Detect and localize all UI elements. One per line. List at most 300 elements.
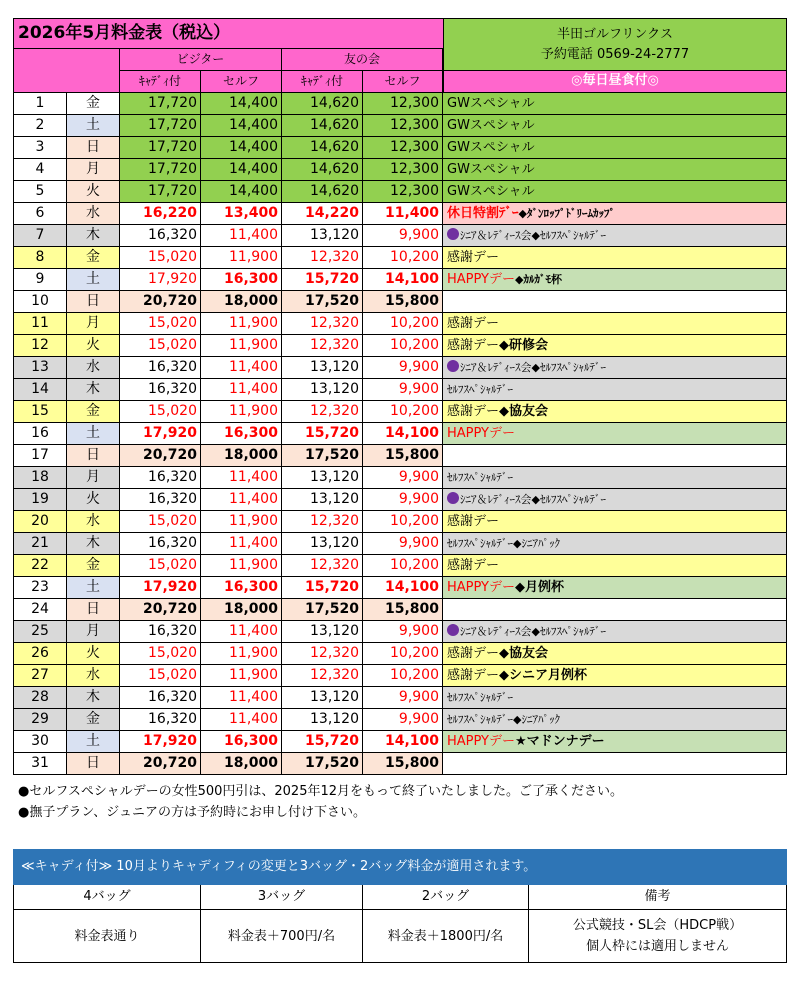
event-label: ｼﾆｱ＆ﾚﾃﾞｨｰｽ会◆ｾﾙﾌｽﾍﾟｼｬﾙﾃﾞｰ <box>460 229 606 242</box>
table-row <box>13 731 787 753</box>
purple-dot-icon <box>447 228 459 240</box>
visitor-self-price: 11,900 <box>201 665 282 687</box>
visitor-self-price: 11,400 <box>201 225 282 247</box>
event-cell <box>443 687 787 709</box>
table-row <box>13 269 787 291</box>
member-caddie-header: ｷｬﾃﾞｨ付 <box>282 71 363 93</box>
weekday-cell: 金 <box>67 401 120 423</box>
member-self-price: 10,200 <box>363 511 443 533</box>
table-row <box>13 335 787 357</box>
weekday-cell: 火 <box>67 489 120 511</box>
member-caddie-price: 13,120 <box>282 467 363 489</box>
event-cell <box>443 753 787 775</box>
event-label: 感謝デー <box>447 404 500 419</box>
table-row <box>13 313 787 335</box>
member-caddie-price: 13,120 <box>282 533 363 555</box>
member-caddie-price: 12,320 <box>282 313 363 335</box>
visitor-caddie-price: 16,220 <box>120 203 201 225</box>
event-cell <box>443 489 787 511</box>
event-cell <box>443 203 787 225</box>
member-self-price: 9,900 <box>363 621 443 643</box>
member-self-price: 10,200 <box>363 247 443 269</box>
day-cell: 19 <box>13 489 67 511</box>
visitor-self-price: 11,900 <box>201 247 282 269</box>
member-caddie-price: 17,520 <box>282 291 363 313</box>
visitor-self-price: 13,400 <box>201 203 282 225</box>
event-cell <box>443 643 787 665</box>
header-4bag: 4バッグ <box>14 885 201 910</box>
table-row <box>13 291 787 313</box>
visitor-caddie-price: 20,720 <box>120 291 201 313</box>
table-row <box>13 137 787 159</box>
member-caddie-price: 13,120 <box>282 709 363 731</box>
day-cell: 14 <box>13 379 67 401</box>
event-cell <box>443 577 787 599</box>
visitor-caddie-price: 15,020 <box>120 335 201 357</box>
event-detail: ◆ﾀﾞﾝﾛｯﾌﾟﾄﾞﾘｰﾑｶｯﾌﾟ <box>518 207 615 220</box>
visitor-self-price: 11,400 <box>201 621 282 643</box>
price-table <box>13 93 787 775</box>
visitor-caddie-price: 17,720 <box>120 115 201 137</box>
visitor-caddie-price: 16,320 <box>120 621 201 643</box>
member-self-price: 9,900 <box>363 533 443 555</box>
member-self-price: 10,200 <box>363 335 443 357</box>
day-cell: 16 <box>13 423 67 445</box>
day-cell: 30 <box>13 731 67 753</box>
weekday-cell: 日 <box>67 137 120 159</box>
event-label: ｾﾙﾌｽﾍﾟｼｬﾙﾃﾞｰ <box>447 383 513 396</box>
event-label: 感謝デー <box>447 250 500 265</box>
day-cell: 29 <box>13 709 67 731</box>
weekday-cell: 水 <box>67 665 120 687</box>
visitor-self-price: 11,400 <box>201 709 282 731</box>
visitor-caddie-price: 17,720 <box>120 137 201 159</box>
event-label: 感謝デー <box>447 316 500 331</box>
purple-dot-icon <box>447 624 459 636</box>
event-cell <box>443 731 787 753</box>
table-row <box>13 555 787 577</box>
event-cell <box>443 93 787 115</box>
weekday-cell: 金 <box>67 247 120 269</box>
visitor-caddie-price: 16,320 <box>120 467 201 489</box>
event-label: GWスペシャル <box>447 140 535 155</box>
visitor-self-price: 16,300 <box>201 577 282 599</box>
event-detail: ◆協友会 <box>499 404 549 419</box>
weekday-cell: 土 <box>67 577 120 599</box>
member-self-price: 10,200 <box>363 313 443 335</box>
event-detail: ★マドンナデー <box>515 734 605 749</box>
weekday-cell: 木 <box>67 379 120 401</box>
event-cell <box>443 313 787 335</box>
visitor-self-price: 11,900 <box>201 335 282 357</box>
value-4bag: 料金表通り <box>14 910 201 962</box>
visitor-self-price: 11,400 <box>201 379 282 401</box>
visitor-self-price: 11,400 <box>201 489 282 511</box>
event-label: HAPPYデー <box>447 734 516 749</box>
event-label: 感謝デー <box>447 646 500 661</box>
visitor-caddie-price: 15,020 <box>120 665 201 687</box>
member-self-price: 9,900 <box>363 489 443 511</box>
member-group-header: 友の会 <box>282 49 443 71</box>
member-self-price: 10,200 <box>363 665 443 687</box>
event-label: GWスペシャル <box>447 118 535 133</box>
day-cell: 5 <box>13 181 67 203</box>
member-self-price: 9,900 <box>363 225 443 247</box>
table-row <box>13 181 787 203</box>
visitor-self-price: 11,900 <box>201 555 282 577</box>
member-caddie-price: 12,320 <box>282 511 363 533</box>
day-cell: 22 <box>13 555 67 577</box>
event-detail: ◆月例杯 <box>515 580 565 595</box>
event-cell <box>443 225 787 247</box>
visitor-group-header: ビジター <box>120 49 282 71</box>
member-self-price: 14,100 <box>363 731 443 753</box>
weekday-cell: 日 <box>67 445 120 467</box>
weekday-cell: 土 <box>67 423 120 445</box>
day-cell: 15 <box>13 401 67 423</box>
visitor-self-price: 11,900 <box>201 401 282 423</box>
event-cell <box>443 555 787 577</box>
bag-table-header-row <box>14 885 786 910</box>
visitor-caddie-price: 17,720 <box>120 159 201 181</box>
weekday-cell: 木 <box>67 533 120 555</box>
member-self-price: 9,900 <box>363 379 443 401</box>
table-row <box>13 511 787 533</box>
weekday-cell: 木 <box>67 687 120 709</box>
event-detail: ◆ｶﾙｶﾞﾓ杯 <box>515 273 562 286</box>
event-cell <box>443 599 787 621</box>
member-self-price: 11,400 <box>363 203 443 225</box>
visitor-caddie-price: 17,920 <box>120 269 201 291</box>
member-caddie-price: 15,720 <box>282 577 363 599</box>
event-cell <box>443 269 787 291</box>
visitor-self-price: 11,400 <box>201 357 282 379</box>
event-cell <box>443 401 787 423</box>
visitor-self-price: 11,400 <box>201 467 282 489</box>
member-self-price: 10,200 <box>363 401 443 423</box>
event-detail: ◆協友会 <box>499 646 549 661</box>
day-cell: 10 <box>13 291 67 313</box>
weekday-cell: 日 <box>67 291 120 313</box>
visitor-caddie-price: 16,320 <box>120 357 201 379</box>
weekday-cell: 土 <box>67 115 120 137</box>
weekday-cell: 土 <box>67 269 120 291</box>
visitor-caddie-price: 15,020 <box>120 555 201 577</box>
table-row <box>13 753 787 775</box>
event-label: ｼﾆｱ＆ﾚﾃﾞｨｰｽ会◆ｾﾙﾌｽﾍﾟｼｬﾙﾃﾞｰ <box>460 493 606 506</box>
day-cell: 23 <box>13 577 67 599</box>
day-cell: 2 <box>13 115 67 137</box>
weekday-cell: 金 <box>67 93 120 115</box>
member-self-price: 15,800 <box>363 291 443 313</box>
day-cell: 8 <box>13 247 67 269</box>
event-label: GWスペシャル <box>447 162 535 177</box>
member-caddie-price: 12,320 <box>282 555 363 577</box>
visitor-caddie-price: 17,720 <box>120 181 201 203</box>
club-name: 半田ゴルフリンクス <box>556 27 674 42</box>
day-cell: 27 <box>13 665 67 687</box>
event-cell <box>443 445 787 467</box>
event-cell <box>443 533 787 555</box>
member-self-price: 14,100 <box>363 577 443 599</box>
event-label: ｼﾆｱ＆ﾚﾃﾞｨｰｽ会◆ｾﾙﾌｽﾍﾟｼｬﾙﾃﾞｰ <box>460 625 606 638</box>
member-caddie-price: 12,320 <box>282 401 363 423</box>
member-self-price: 14,100 <box>363 423 443 445</box>
day-cell: 17 <box>13 445 67 467</box>
weekday-cell: 日 <box>67 753 120 775</box>
table-row <box>13 687 787 709</box>
visitor-caddie-price: 17,920 <box>120 423 201 445</box>
member-caddie-price: 13,120 <box>282 225 363 247</box>
member-self-price: 12,300 <box>363 115 443 137</box>
weekday-cell: 火 <box>67 643 120 665</box>
event-cell <box>443 709 787 731</box>
member-self-price: 14,100 <box>363 269 443 291</box>
event-label: GWスペシャル <box>447 96 535 111</box>
member-caddie-price: 12,320 <box>282 643 363 665</box>
table-row <box>13 533 787 555</box>
day-cell: 4 <box>13 159 67 181</box>
member-self-price: 9,900 <box>363 687 443 709</box>
weekday-cell: 土 <box>67 731 120 753</box>
event-cell <box>443 511 787 533</box>
event-cell <box>443 379 787 401</box>
table-row <box>13 621 787 643</box>
visitor-self-price: 16,300 <box>201 731 282 753</box>
bag-table-body-row <box>14 910 786 962</box>
note-2: ●撫子プラン、ジュニアの方は予約時にお申し付け下さい。 <box>18 805 367 820</box>
visitor-self-price: 11,900 <box>201 511 282 533</box>
member-caddie-price: 13,120 <box>282 489 363 511</box>
member-self-price: 12,300 <box>363 159 443 181</box>
day-cell: 28 <box>13 687 67 709</box>
table-row <box>13 357 787 379</box>
weekday-cell: 木 <box>67 225 120 247</box>
visitor-caddie-price: 15,020 <box>120 401 201 423</box>
visitor-caddie-price: 17,920 <box>120 731 201 753</box>
weekday-cell: 月 <box>67 621 120 643</box>
event-label: ｼﾆｱ＆ﾚﾃﾞｨｰｽ会◆ｾﾙﾌｽﾍﾟｼｬﾙﾃﾞｰ <box>460 361 606 374</box>
visitor-caddie-price: 16,320 <box>120 709 201 731</box>
day-cell: 25 <box>13 621 67 643</box>
day-cell: 1 <box>13 93 67 115</box>
day-cell: 12 <box>13 335 67 357</box>
member-caddie-price: 17,520 <box>282 753 363 775</box>
event-label: 感謝デー <box>447 514 500 529</box>
event-label: HAPPYデー <box>447 580 516 595</box>
event-cell <box>443 357 787 379</box>
event-cell <box>443 291 787 313</box>
event-cell <box>443 423 787 445</box>
visitor-caddie-price: 15,020 <box>120 313 201 335</box>
table-row <box>13 159 787 181</box>
table-row <box>13 115 787 137</box>
member-self-price: 12,300 <box>363 181 443 203</box>
member-self-price: 12,300 <box>363 137 443 159</box>
header-remarks: 備考 <box>529 885 786 910</box>
table-row <box>13 423 787 445</box>
event-label: ｾﾙﾌｽﾍﾟｼｬﾙﾃﾞｰ <box>447 471 513 484</box>
event-label: HAPPYデー <box>447 426 516 441</box>
member-caddie-price: 13,120 <box>282 357 363 379</box>
day-cell: 20 <box>13 511 67 533</box>
day-cell: 18 <box>13 467 67 489</box>
table-row <box>13 665 787 687</box>
visitor-caddie-price: 20,720 <box>120 599 201 621</box>
member-self-price: 15,800 <box>363 599 443 621</box>
event-detail: ◆研修会 <box>499 338 549 353</box>
day-cell: 26 <box>13 643 67 665</box>
member-caddie-price: 13,120 <box>282 379 363 401</box>
visitor-caddie-price: 16,320 <box>120 533 201 555</box>
member-caddie-price: 13,120 <box>282 621 363 643</box>
day-cell: 31 <box>13 753 67 775</box>
table-row <box>13 489 787 511</box>
visitor-self-price: 11,900 <box>201 643 282 665</box>
day-cell: 9 <box>13 269 67 291</box>
table-row <box>13 643 787 665</box>
visitor-self-price: 11,400 <box>201 533 282 555</box>
member-caddie-price: 15,720 <box>282 269 363 291</box>
event-cell <box>443 665 787 687</box>
member-caddie-price: 14,620 <box>282 159 363 181</box>
table-row <box>13 467 787 489</box>
visitor-self-header: セルフ <box>201 71 282 93</box>
visitor-caddie-price: 15,020 <box>120 643 201 665</box>
club-phone: 予約電話 0569-24-2777 <box>540 47 690 62</box>
header-blank-cell <box>13 49 120 93</box>
member-caddie-price: 12,320 <box>282 335 363 357</box>
member-self-price: 12,300 <box>363 93 443 115</box>
day-cell: 3 <box>13 137 67 159</box>
value-2bag: 料金表＋1800円/名 <box>363 910 529 962</box>
weekday-cell: 火 <box>67 335 120 357</box>
table-row <box>13 577 787 599</box>
visitor-self-price: 11,900 <box>201 313 282 335</box>
bag-fee-table <box>13 885 787 963</box>
member-caddie-price: 14,620 <box>282 115 363 137</box>
weekday-cell: 金 <box>67 555 120 577</box>
day-cell: 21 <box>13 533 67 555</box>
event-label: ｾﾙﾌｽﾍﾟｼｬﾙﾃﾞｰ◆ｼﾆｱﾊﾟｯｸ <box>447 713 560 726</box>
visitor-caddie-price: 20,720 <box>120 753 201 775</box>
event-cell <box>443 159 787 181</box>
weekday-cell: 水 <box>67 203 120 225</box>
member-caddie-price: 13,120 <box>282 687 363 709</box>
day-cell: 24 <box>13 599 67 621</box>
table-row <box>13 247 787 269</box>
event-cell <box>443 115 787 137</box>
event-label: GWスペシャル <box>447 184 535 199</box>
visitor-caddie-price: 20,720 <box>120 445 201 467</box>
visitor-caddie-price: 16,320 <box>120 489 201 511</box>
table-row <box>13 379 787 401</box>
member-caddie-price: 17,520 <box>282 445 363 467</box>
visitor-self-price: 16,300 <box>201 269 282 291</box>
member-self-price: 10,200 <box>363 555 443 577</box>
event-cell <box>443 621 787 643</box>
weekday-cell: 月 <box>67 467 120 489</box>
day-cell: 6 <box>13 203 67 225</box>
weekday-cell: 水 <box>67 357 120 379</box>
member-self-price: 15,800 <box>363 753 443 775</box>
event-label: ｾﾙﾌｽﾍﾟｼｬﾙﾃﾞｰ <box>447 691 513 704</box>
header-2bag: 2バッグ <box>363 885 529 910</box>
table-row <box>13 203 787 225</box>
member-caddie-price: 17,520 <box>282 599 363 621</box>
event-label: 休日特割ﾃﾞｰ <box>447 206 519 221</box>
member-self-price: 9,900 <box>363 357 443 379</box>
member-self-price: 9,900 <box>363 467 443 489</box>
event-label: HAPPYデー <box>447 272 516 287</box>
table-row <box>13 445 787 467</box>
lunch-banner: ◎毎日昼食付◎ <box>443 71 787 93</box>
day-cell: 7 <box>13 225 67 247</box>
event-cell <box>443 181 787 203</box>
weekday-cell: 火 <box>67 181 120 203</box>
purple-dot-icon <box>447 492 459 504</box>
header-3bag: 3バッグ <box>201 885 363 910</box>
table-row <box>13 709 787 731</box>
visitor-caddie-price: 15,020 <box>120 511 201 533</box>
table-row <box>13 225 787 247</box>
visitor-caddie-price: 16,320 <box>120 687 201 709</box>
event-cell <box>443 137 787 159</box>
member-caddie-price: 12,320 <box>282 247 363 269</box>
visitor-self-price: 14,400 <box>201 137 282 159</box>
weekday-cell: 金 <box>67 709 120 731</box>
visitor-self-price: 18,000 <box>201 445 282 467</box>
member-caddie-price: 14,220 <box>282 203 363 225</box>
member-self-price: 10,200 <box>363 643 443 665</box>
weekday-cell: 月 <box>67 159 120 181</box>
event-label: 感謝デー <box>447 338 500 353</box>
value-3bag: 料金表＋700円/名 <box>201 910 363 962</box>
caddie-notice-bar: ≪キャディ付≫ 10月よりキャディフィの変更と3バッグ・2バッグ料金が適用されます。 <box>13 849 787 885</box>
page-title: 2026年5月料金表（税込） <box>13 18 443 49</box>
visitor-caddie-price: 17,720 <box>120 93 201 115</box>
table-row <box>13 599 787 621</box>
event-detail: ◆シニア月例杯 <box>499 668 588 683</box>
event-label: 感謝デー <box>447 668 500 683</box>
event-label: ｾﾙﾌｽﾍﾟｼｬﾙﾃﾞｰ◆ｼﾆｱﾊﾟｯｸ <box>447 537 560 550</box>
visitor-self-price: 18,000 <box>201 753 282 775</box>
visitor-self-price: 18,000 <box>201 599 282 621</box>
visitor-self-price: 14,400 <box>201 93 282 115</box>
member-caddie-price: 14,620 <box>282 93 363 115</box>
visitor-self-price: 14,400 <box>201 181 282 203</box>
visitor-caddie-price: 16,320 <box>120 379 201 401</box>
member-caddie-price: 15,720 <box>282 731 363 753</box>
member-caddie-price: 14,620 <box>282 137 363 159</box>
weekday-cell: 日 <box>67 599 120 621</box>
visitor-self-price: 14,400 <box>201 159 282 181</box>
member-caddie-price: 12,320 <box>282 665 363 687</box>
member-self-price: 9,900 <box>363 709 443 731</box>
visitor-caddie-price: 17,920 <box>120 577 201 599</box>
event-label: 感謝デー <box>447 558 500 573</box>
day-cell: 13 <box>13 357 67 379</box>
member-self-price: 15,800 <box>363 445 443 467</box>
day-cell: 11 <box>13 313 67 335</box>
note-1: ●セルフスペシャルデーの女性500円引は、2025年12月をもって終了いたしました。ご了承ください。 <box>18 784 624 799</box>
table-row <box>13 93 787 115</box>
member-self-header: セルフ <box>363 71 443 93</box>
club-info <box>443 18 787 71</box>
visitor-self-price: 16,300 <box>201 423 282 445</box>
event-cell <box>443 247 787 269</box>
event-cell <box>443 335 787 357</box>
